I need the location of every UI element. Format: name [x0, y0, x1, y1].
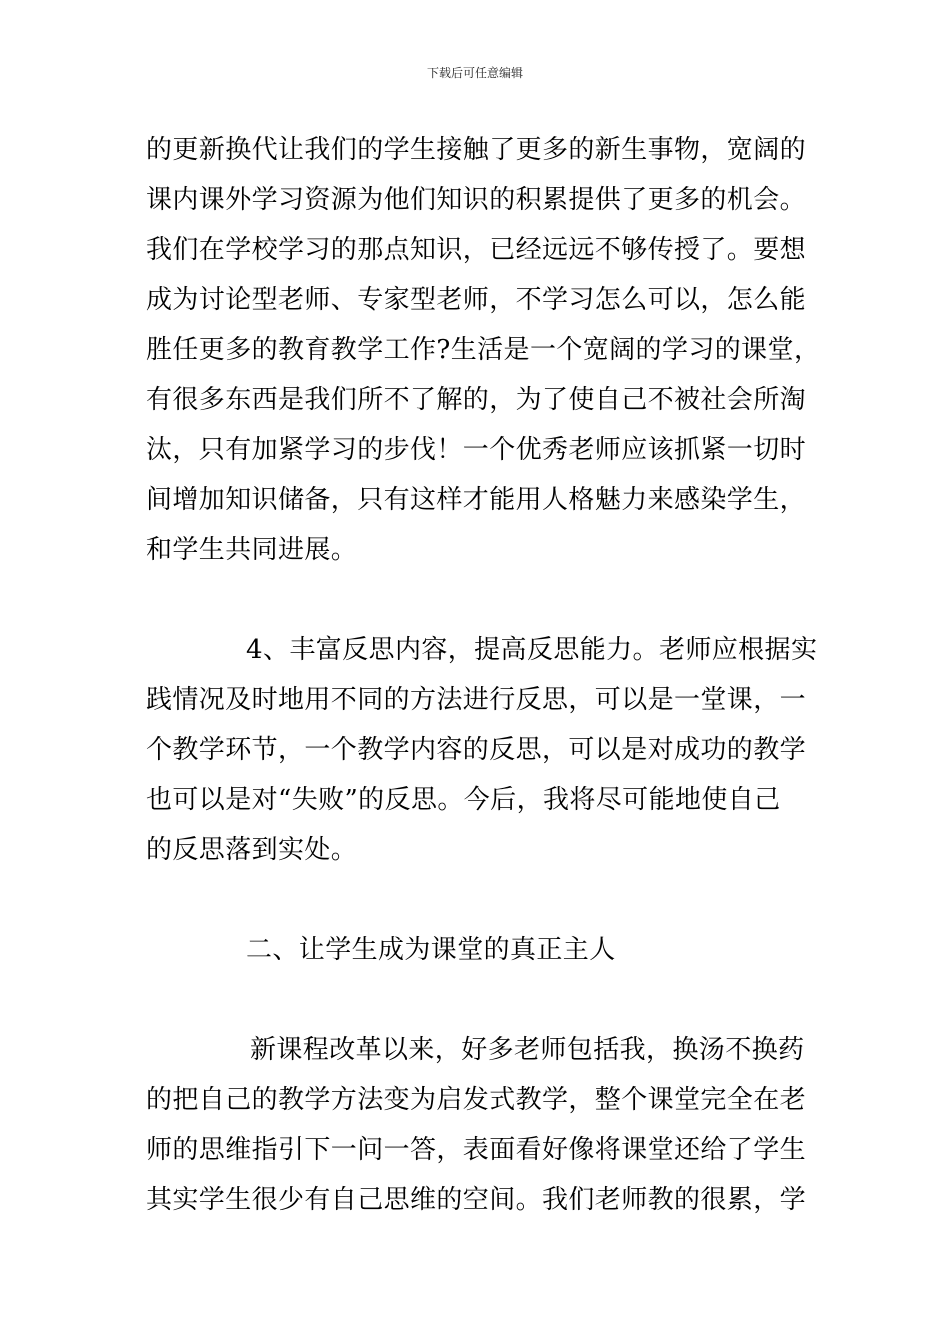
text-line: 也可以是对“失败”的反思。今后，我将尽可能地使自己	[146, 785, 781, 815]
text-line: 新课程改革以来，好多老师包括我，换汤不换药	[250, 1035, 805, 1065]
text-line: 个教学环节，一个教学内容的反思，可以是对成功的教学	[146, 735, 807, 765]
text-line: 的反思落到实处。	[146, 835, 358, 865]
text-line: 和学生共同进展。	[146, 535, 358, 565]
text-line: 师的思维指引下一问一答，表面看好像将课堂还给了学生	[146, 1135, 807, 1165]
text-line: 践情况及时地用不同的方法进行反思，可以是一堂课，一	[146, 685, 807, 715]
paragraph-reflection	[146, 625, 818, 875]
document-body	[146, 125, 821, 1225]
page-header: 下载后可任意编辑	[426, 66, 523, 80]
text-line: 间增加知识储备，只有这样才能用人格魅力来感染学生，	[146, 485, 807, 515]
paragraph-learning	[146, 125, 821, 575]
section-heading	[146, 925, 808, 975]
paragraph-gap	[146, 575, 808, 625]
text-line: 我们在学校学习的那点知识，已经远远不够传授了。要想	[146, 235, 807, 265]
text-line: 其实学生很少有自己思维的空间。我们老师教的很累，学	[146, 1185, 807, 1215]
paragraph-gap	[146, 875, 808, 925]
text-line: 汰，只有加紧学习的步伐！一个优秀老师应该抓紧一切时	[146, 435, 807, 465]
text-line: 成为讨论型老师、专家型老师，不学习怎么可以，怎么能	[146, 285, 807, 315]
text-line: 4、丰富反思内容，提高反思能力。老师应根据实	[246, 635, 818, 665]
text-line: 的把自己的教学方法变为启发式教学，整个课堂完全在老	[146, 1085, 807, 1115]
text-line: 课内课外学习资源为他们知识的积累提供了更多的机会。	[146, 185, 807, 215]
paragraph-reform	[146, 1025, 808, 1225]
text-line: 的更新换代让我们的学生接触了更多的新生事物，宽阔的	[146, 135, 807, 165]
text-line: 有很多东西是我们所不了解的，为了使自己不被社会所淘	[146, 385, 807, 415]
text-line: 胜任更多的教育教学工作?生活是一个宽阔的学习的课堂，	[146, 335, 821, 365]
paragraph-gap	[146, 975, 808, 1025]
heading-line: 二、让学生成为课堂的真正主人	[246, 935, 616, 965]
